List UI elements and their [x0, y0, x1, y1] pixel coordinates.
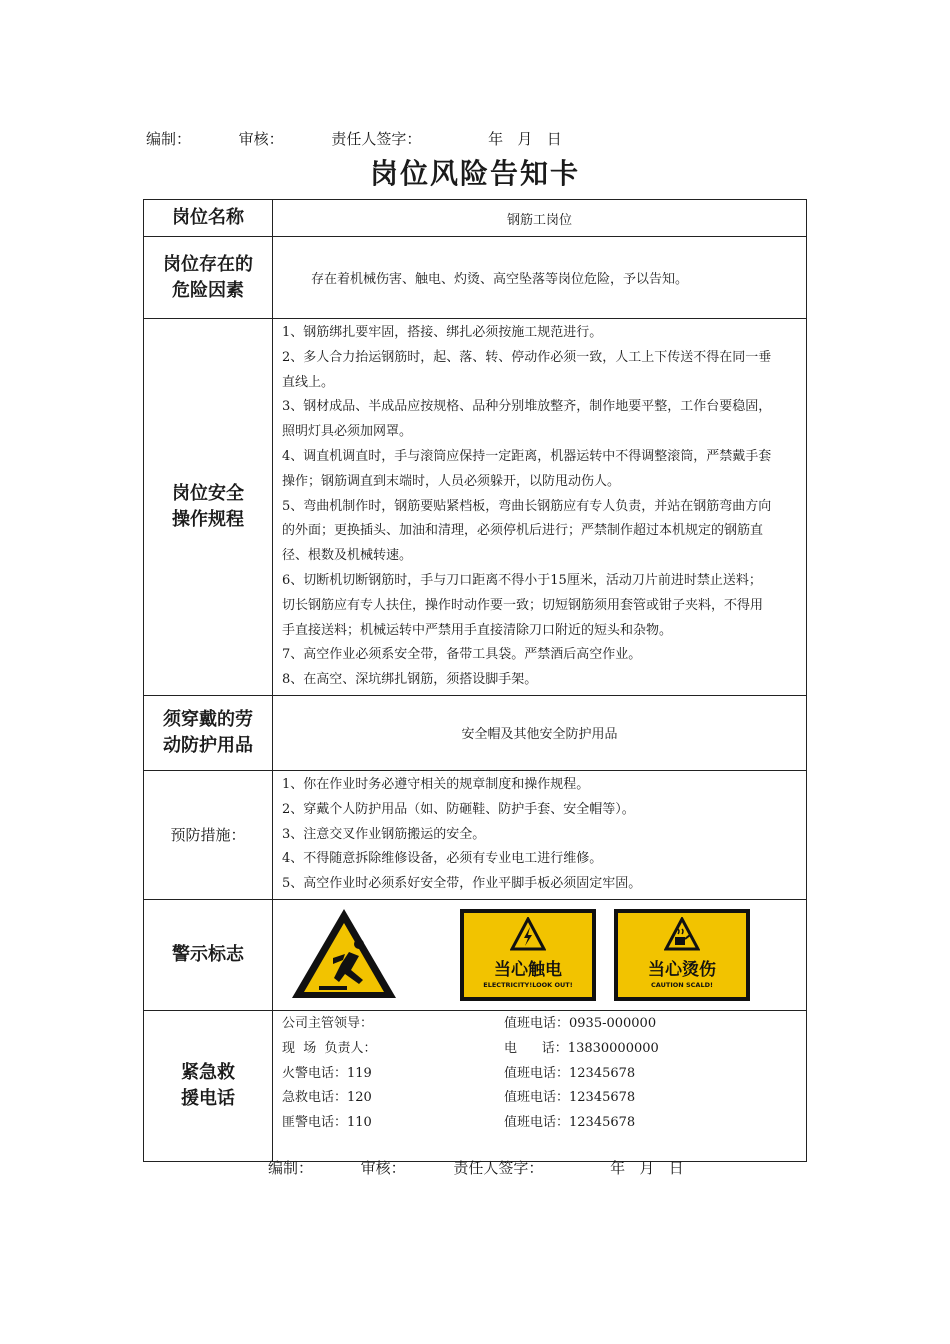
ops-line: 手直接送料；机械运转中严禁用手直接清除刀口附近的短头和杂物。: [282, 622, 673, 638]
ops-line: 4、调直机调直时，手与滚筒应保持一定距离，机器运转中不得调整滚筒，严禁戴手套: [282, 448, 772, 464]
ops-line: 3、钢材成品、半成品应按规格、品种分别堆放整齐，制作地要平整，工作台要稳固，: [282, 399, 772, 415]
phone-right: 值班电话：12345678: [504, 1115, 636, 1131]
prevention-line: 4、不得随意拆除维修设备，必须有专业电工进行维修。: [282, 851, 603, 867]
ops-line: 切长钢筋应有专人扶住，操作时动作要一致；切短钢筋须用套管或钳子夹料，不得用: [282, 597, 764, 613]
ppe-label: [144, 695, 273, 770]
row-operating-rules: [144, 319, 807, 696]
scald-sign-subtitle: CAUTION SCALD!: [651, 980, 713, 989]
electric-warning-sign: [460, 909, 596, 1001]
electric-sign-subtitle: ELECTRICITY!LOOK OUT!: [483, 980, 573, 989]
ops-line: 的外面；更换插头、加油和清理，必须停机后进行；严禁制作超过本机规定的钢筋直: [282, 523, 764, 539]
ops-line: 2、多人合力抬运钢筋时，起、落、转、停动作必须一致，人工上下传送不得在同一垂: [282, 349, 772, 365]
ops-line: 径、根数及机械转速。: [282, 548, 413, 564]
ops-line: 6、切断机切断钢筋时，手与刀口距离不得小于15厘米，活动刀片前进时禁止送料；: [282, 572, 762, 588]
ops-line: 照明灯具必须加网罩。: [282, 424, 413, 440]
electric-sign-panel: [464, 913, 592, 997]
phone-row: [282, 1111, 798, 1136]
ops-line: 8、在高空、深坑绑扎钢筋，须搭设脚手架。: [282, 672, 538, 688]
row-ppe: [144, 695, 807, 770]
emergency-phones: [273, 1010, 807, 1161]
ops-line: 5、弯曲机制作时，钢筋要贴紧档板，弯曲长钢筋应有专人负责，并站在钢筋弯曲方向: [282, 498, 772, 514]
row-risk: [144, 237, 807, 319]
ppe-label-text: 须穿戴的劳动防护用品: [163, 708, 253, 756]
row-post-name: [144, 200, 807, 237]
ops-line: 1、钢筋绑扎要牢固，搭接、绑扎必须按施工规范进行。: [282, 325, 603, 340]
phone-right: 值班电话：12345678: [504, 1065, 636, 1081]
ops-line: 7、高空作业必须系安全带，备带工具袋。严禁酒后高空作业。: [282, 647, 642, 663]
phone-left: 急救电话：120: [282, 1090, 372, 1106]
electric-bolt-icon: [510, 917, 546, 951]
warning-signs: [273, 899, 807, 1010]
emergency-label: [144, 1010, 273, 1161]
row-warning-signs: [144, 899, 807, 1010]
phone-row: [282, 1062, 798, 1087]
fall-hazard-icon: [289, 906, 399, 1002]
phone-row: [282, 1086, 798, 1111]
phone-row: [282, 1037, 798, 1062]
ops-label-text: 岗位安全操作规程: [172, 482, 244, 530]
scald-hazard-icon: [664, 917, 700, 951]
phone-right: 电 话：13830000000: [504, 1040, 659, 1056]
risk-card-table: [143, 199, 807, 1162]
row-prevention: [144, 770, 807, 899]
ops-rules: [273, 319, 807, 696]
phone-left: 公司主管领导：: [282, 1015, 374, 1031]
risk-label-text: 岗位存在的危险因素: [163, 253, 253, 301]
phone-right: 值班电话：12345678: [504, 1090, 636, 1106]
phone-left: 现 场 负责人：: [282, 1040, 377, 1056]
page-title: 岗位风险告知卡: [369, 157, 580, 190]
header-signature-line: 编制： 审核： 责任人签字： 年 月 日: [146, 130, 562, 148]
ops-label: [144, 319, 273, 696]
risk-value: 存在着机械伤害、触电、灼烫、高空坠落等岗位危险，予以告知。: [273, 237, 807, 319]
electric-sign-title: 当心触电: [494, 959, 562, 980]
ppe-value: 安全帽及其他安全防护用品: [273, 695, 807, 770]
phone-left: 匪警电话：110: [282, 1115, 372, 1131]
phone-row: [282, 1012, 798, 1037]
scald-warning-sign: [614, 909, 750, 1001]
post-name-value: 钢筋工岗位: [273, 200, 807, 237]
risk-label: [144, 237, 273, 319]
scald-sign-title: 当心烫伤: [648, 959, 716, 980]
prevention-list: [273, 770, 807, 899]
footer-signature-line: 编制： 审核： 责任人签字： 年 月 日: [268, 1159, 684, 1177]
post-name-label: 岗位名称: [144, 200, 273, 237]
prevention-label: 预防措施：: [144, 770, 273, 899]
phone-left: 火警电话：119: [282, 1065, 372, 1081]
prevention-line: 3、注意交叉作业钢筋搬运的安全。: [282, 826, 486, 842]
row-emergency: [144, 1010, 807, 1161]
warning-label: 警示标志: [144, 899, 273, 1010]
phone-right: 值班电话：0935-000000: [504, 1015, 657, 1031]
prevention-line: 5、高空作业时必须系好安全带，作业平脚手板必须固定牢固。: [282, 876, 642, 892]
ops-line: 操作；钢筋调直到末端时，人员必须躲开，以防甩动伤人。: [282, 473, 621, 489]
emergency-label-text: 紧急救援电话: [181, 1061, 235, 1109]
ops-line: 直线上。: [282, 374, 335, 390]
scald-sign-panel: [618, 913, 746, 997]
phone-list: [282, 1012, 798, 1136]
prevention-line: 1、你在作业时务必遵守相关的规章制度和操作规程。: [282, 776, 590, 792]
prevention-line: 2、穿戴个人防护用品（如、防砸鞋、防护手套、安全帽等）。: [282, 801, 635, 817]
